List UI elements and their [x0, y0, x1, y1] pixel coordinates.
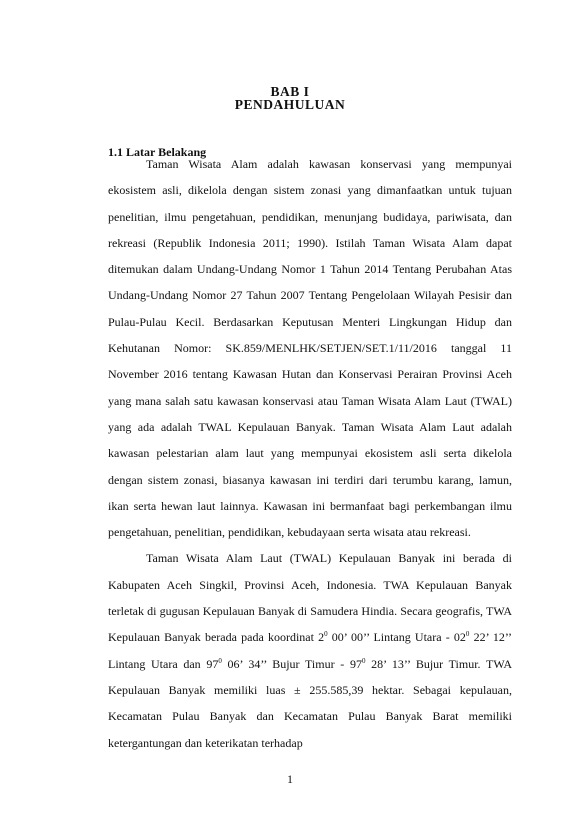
chapter-label: BAB I	[270, 84, 310, 99]
degree-superscript: 0	[465, 630, 470, 639]
paragraph-2-text: 06’ 34’’ Bujur Timur - 97	[221, 656, 362, 671]
body-text	[108, 151, 512, 756]
chapter-title: PENDAHULUAN	[234, 97, 346, 112]
degree-superscript: 0	[361, 656, 366, 665]
paragraph-2	[108, 545, 512, 755]
paragraph-2-text: Taman Wisata Alam Laut (TWAL) Kepulauan Banyak ini berada di Kabupaten Aceh Singkil, Provinsi Aceh, Indonesia. TWA Kepulauan Banyak terletak di gugusan Kepulauan Banyak di Samudera Hindia. Secara geografis, TWA Kepulauan Banyak berada pada koordinat 2	[108, 551, 512, 645]
paragraph-2-text: 22’ 12’’ Lintang Utara dan 97	[108, 630, 512, 671]
paragraph-2-text: 28’ 13’’ Bujur Timur. TWA Kepulauan Banyak memiliki luas ± 255.585,39 hektar. Sebagai kepulauan, Kecamatan Pulau Banyak dan Kecamatan Pulau Banyak Barat memiliki ketergantungan dan keterikatan terhadap	[108, 656, 512, 750]
degree-superscript: 0	[218, 656, 222, 665]
page-number: 1	[287, 772, 293, 786]
degree-superscript: 0	[324, 630, 328, 639]
paragraph-1: Taman Wisata Alam adalah kawasan konservasi yang mempunyai ekosistem asli, dikelola dengan sistem zonasi yang dimanfaatkan untuk tujuan penelitian, ilmu pengetahuan, pendidikan, menunjang budidaya, pariwisata, dan rekreasi (Republik Indonesia 2011; 1990). Istilah Taman Wisata Alam dapat ditemukan dalam Undang-Undang Nomor 1 Tahun 2014 Tentang Perubahan Atas Undang-Undang Nomor 27 Tahun 2007 Tentang Pengelolaan Wilayah Pesisir dan Pulau-Pulau Kecil. Berdasarkan Keputusan Menteri Lingkungan Hidup dan Kehutanan Nomor: SK.859/MENLHK/SETJEN/SET.1/11/2016 tanggal 11 November 2016 tentang Kawasan Hutan dan Konservasi Perairan Provinsi Aceh yang mana salah satu kawasan konservasi atau Taman Wisata Alam Laut (TWAL) yang ada adalah TWAL Kepulauan Banyak. Taman Wisata Alam Laut adalah kawasan pelestarian alam laut yang mempunyai ekosistem asli serta dikelola dengan sistem zonasi, biasanya kawasan ini terdiri dari terumbu karang, lamun, ikan serta hewan laut lainnya. Kawasan ini bermanfaat bagi perkembangan ilmu pengetahuan, penelitian, pendidikan, kebudayaan serta wisata atau rekreasi.	[108, 157, 512, 540]
paragraph-2-text: 00’ 00’’ Lintang Utara - 02	[327, 630, 466, 645]
section-heading: 1.1 Latar Belakang	[108, 145, 207, 159]
